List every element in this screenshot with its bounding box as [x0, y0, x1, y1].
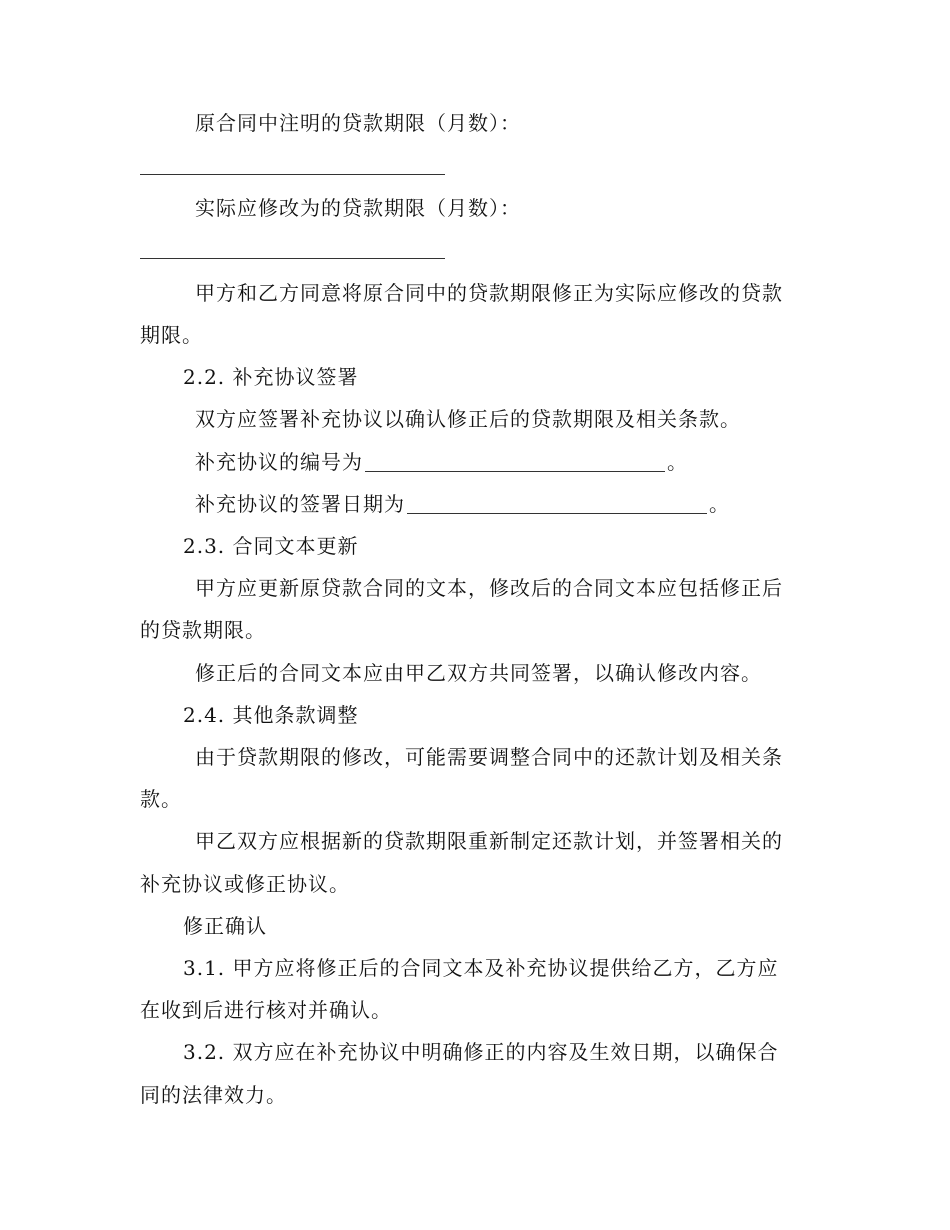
- joint-sign-paragraph: 修正后的合同文本应由甲乙双方共同签署，以确认修改内容。: [195, 661, 762, 685]
- text-update-paragraph-line-1: 甲方应更新原贷款合同的文本，修改后的合同文本应包括修正后: [195, 576, 783, 600]
- adjustment-paragraph-line-1: 由于贷款期限的修改，可能需要调整合同中的还款计划及相关条: [195, 745, 783, 769]
- supplement-number-label: 补充协议的编号为: [195, 450, 363, 474]
- section-2-2-heading: 2.2. 补充协议签署: [183, 365, 359, 389]
- adjustment-paragraph-line-2: 款。: [140, 787, 182, 811]
- supplement-number-period: 。: [667, 450, 688, 474]
- clause-3-2-line-2: 同的法律效力。: [140, 1083, 287, 1107]
- original-term-blank-line: [140, 174, 445, 175]
- supplement-sign-paragraph: 双方应签署补充协议以确认修正后的贷款期限及相关条款。: [195, 407, 741, 431]
- original-term-label: 原合同中注明的贷款期限（月数）：: [195, 111, 521, 135]
- agreement-paragraph-line-2: 期限。: [140, 323, 203, 347]
- supplement-date-period: 。: [709, 492, 730, 516]
- supplement-number-blank: [365, 451, 665, 472]
- agreement-paragraph-line-1: 甲方和乙方同意将原合同中的贷款期限修正为实际应修改的贷款: [195, 281, 783, 305]
- section-2-3-heading: 2.3. 合同文本更新: [183, 534, 359, 558]
- clause-3-1-line-2: 在收到后进行核对并确认。: [140, 998, 392, 1022]
- clause-3-1-line-1: 3.1. 甲方应将修正后的合同文本及补充协议提供给乙方，乙方应: [183, 956, 779, 980]
- supplement-date-label: 补充协议的签署日期为: [195, 492, 405, 516]
- clause-3-2-line-1: 3.2. 双方应在补充协议中明确修正的内容及生效日期，以确保合: [183, 1040, 779, 1064]
- section-3-heading: 修正确认: [183, 914, 267, 938]
- text-update-paragraph-line-2: 的贷款期限。: [140, 618, 266, 642]
- supplement-date-line: [195, 490, 730, 518]
- revised-term-blank-line: [140, 258, 445, 259]
- repayment-plan-paragraph-line-1: 甲乙双方应根据新的贷款期限重新制定还款计划，并签署相关的: [195, 829, 783, 853]
- section-2-4-heading: 2.4. 其他条款调整: [183, 703, 359, 727]
- supplement-date-blank: [407, 493, 707, 514]
- supplement-number-line: [195, 448, 688, 476]
- revised-term-label: 实际应修改为的贷款期限（月数）：: [195, 196, 521, 220]
- repayment-plan-paragraph-line-2: 补充协议或修正协议。: [140, 872, 350, 896]
